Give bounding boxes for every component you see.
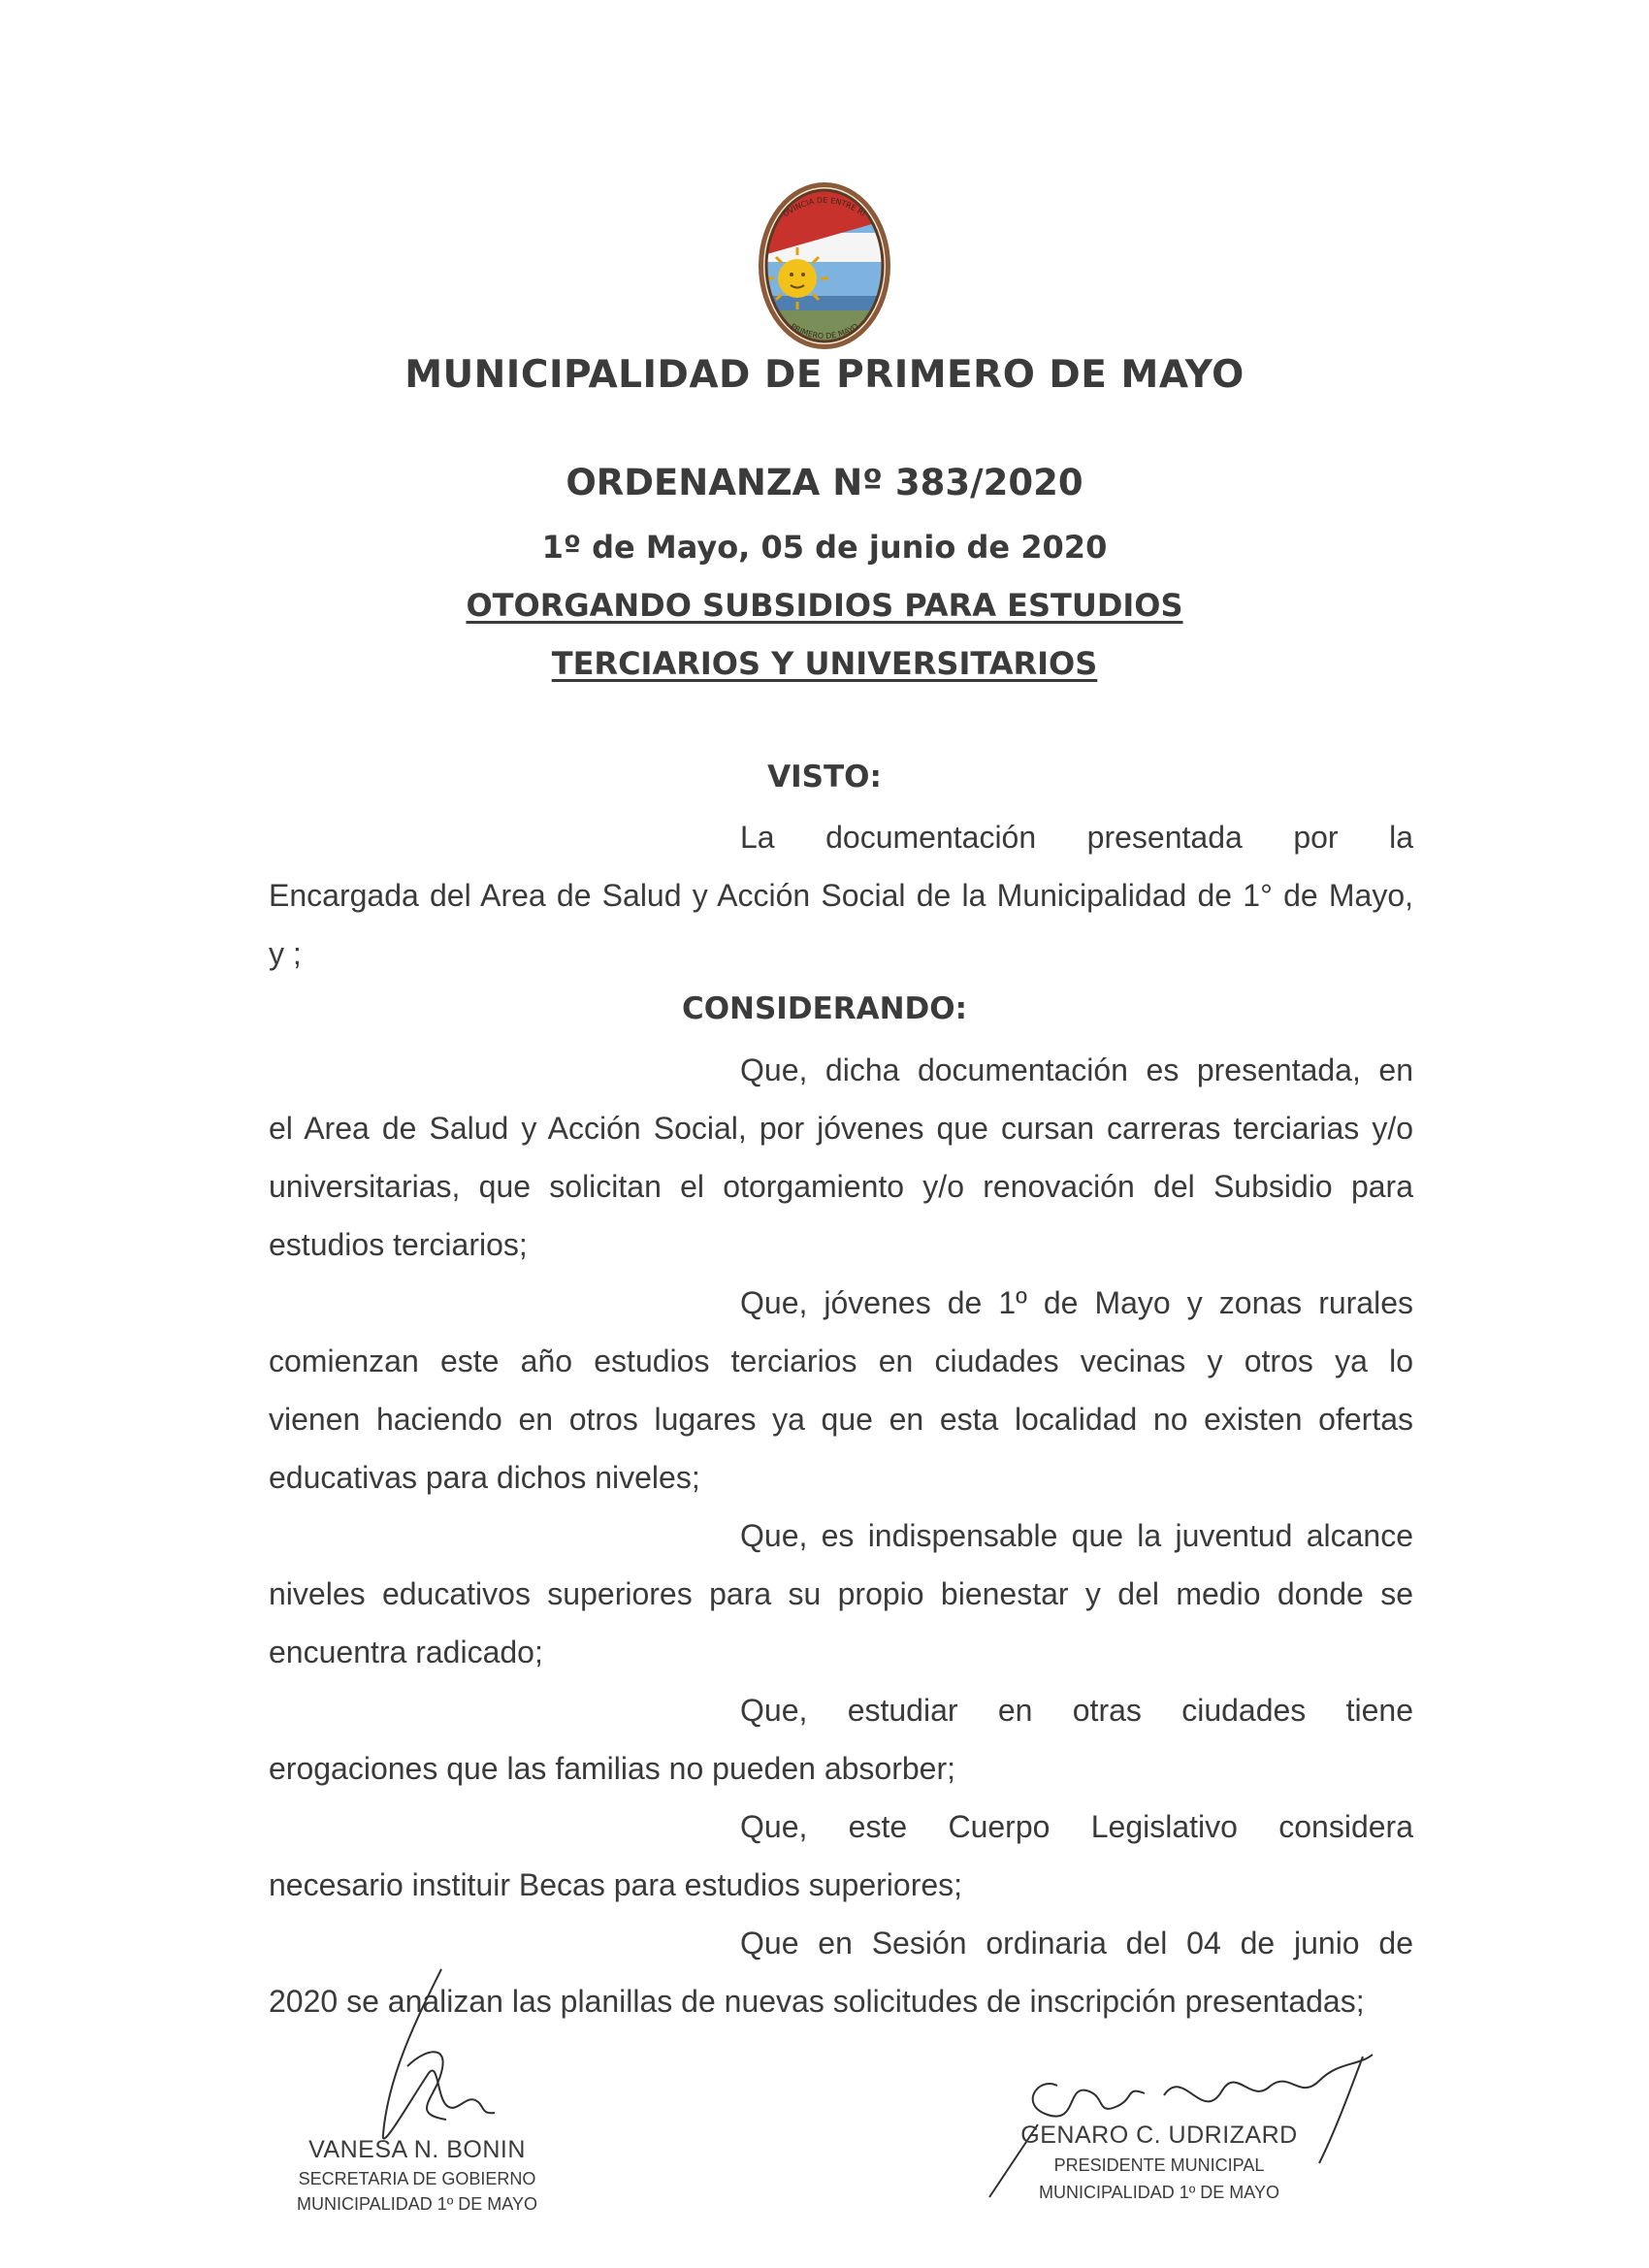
municipal-crest-logo (757, 179, 892, 352)
right-signatory-org: MUNICIPALIDAD 1º DE MAYO (1039, 2183, 1279, 2202)
considerando-line: Que, este Cuerpo Legislativo considera (740, 1809, 1413, 1844)
considerando-line: educativas para dichos niveles; (269, 1460, 700, 1495)
municipality-title: MUNICIPALIDAD DE PRIMERO DE MAYO (404, 353, 1245, 397)
visto-line: La documentación presentada por la (740, 820, 1413, 855)
ordinance-number: ORDENANZA Nº 383/2020 (566, 462, 1083, 503)
considerando-line: 2020 se analizan las planillas de nuevas solicitudes de inscripción presentadas; (269, 1984, 1365, 2019)
visto-heading: VISTO: (767, 760, 882, 794)
considerando-line: encuentra radicado; (269, 1635, 543, 1669)
considerando-heading: CONSIDERANDO: (681, 991, 968, 1026)
considerando-line: vienen haciendo en otros lugares ya que en esta localidad no existen ofertas (269, 1402, 1413, 1437)
considerando-line: Que, estudiar en otras ciudades tiene (740, 1693, 1413, 1728)
ordinance-date: 1º de Mayo, 05 de junio de 2020 (541, 529, 1108, 566)
considerando-line: necesario instituir Becas para estudios superiores; (269, 1867, 963, 1902)
right-signatory-role: PRESIDENTE MUNICIPAL (1053, 2155, 1265, 2175)
ordinance-subject-line-2: TERCIARIOS Y UNIVERSITARIOS (551, 645, 1098, 682)
ordinance-subject-line-1: OTORGANDO SUBSIDIOS PARA ESTUDIOS (466, 587, 1183, 624)
left-signatory-name: VANESA N. BONIN (308, 2136, 526, 2163)
considerando-line: niveles educativos superiores para su propio bienestar y del medio donde se (269, 1576, 1413, 1611)
considerando-line: Que, jóvenes de 1º de Mayo y zonas rurales (740, 1285, 1413, 1320)
considerando-line: Que, es indispensable que la juventud alcance (740, 1518, 1413, 1553)
left-signatory-role: SECRETARIA DE GOBIERNO (298, 2169, 536, 2188)
right-signatory-name: GENARO C. UDRIZARD (1020, 2122, 1298, 2149)
considerando-line: estudios terciarios; (269, 1227, 528, 1262)
considerando-line: universitarias, que solicitan el otorgamiento y/o renovación del Subsidio para (269, 1169, 1413, 1204)
visto-line: Encargada del Area de Salud y Acción Social de la Municipalidad de 1° de Mayo, (269, 878, 1413, 913)
crest-top-text: OVINCIA DE ENTRE RI (781, 195, 867, 219)
considerando-line: Que, dicha documentación es presentada, en (740, 1053, 1413, 1087)
considerando-line: Que en Sesión ordinaria del 04 de junio de (740, 1926, 1413, 1960)
considerando-line: comienzan este año estudios terciarios en ciudades vecinas y otros ya lo (269, 1344, 1413, 1378)
visto-line: y ; (269, 936, 302, 971)
crest-bottom-text: PRIMERO DE MAYO (789, 321, 860, 341)
considerando-line: el Area de Salud y Acción Social, por jóvenes que cursan carreras terciarias y/o (269, 1111, 1413, 1146)
left-signatory-org: MUNICIPALIDAD 1º DE MAYO (297, 2194, 537, 2214)
considerando-line: erogaciones que las familias no pueden absorber; (269, 1751, 956, 1786)
left-handwritten-signature (349, 1960, 524, 2163)
